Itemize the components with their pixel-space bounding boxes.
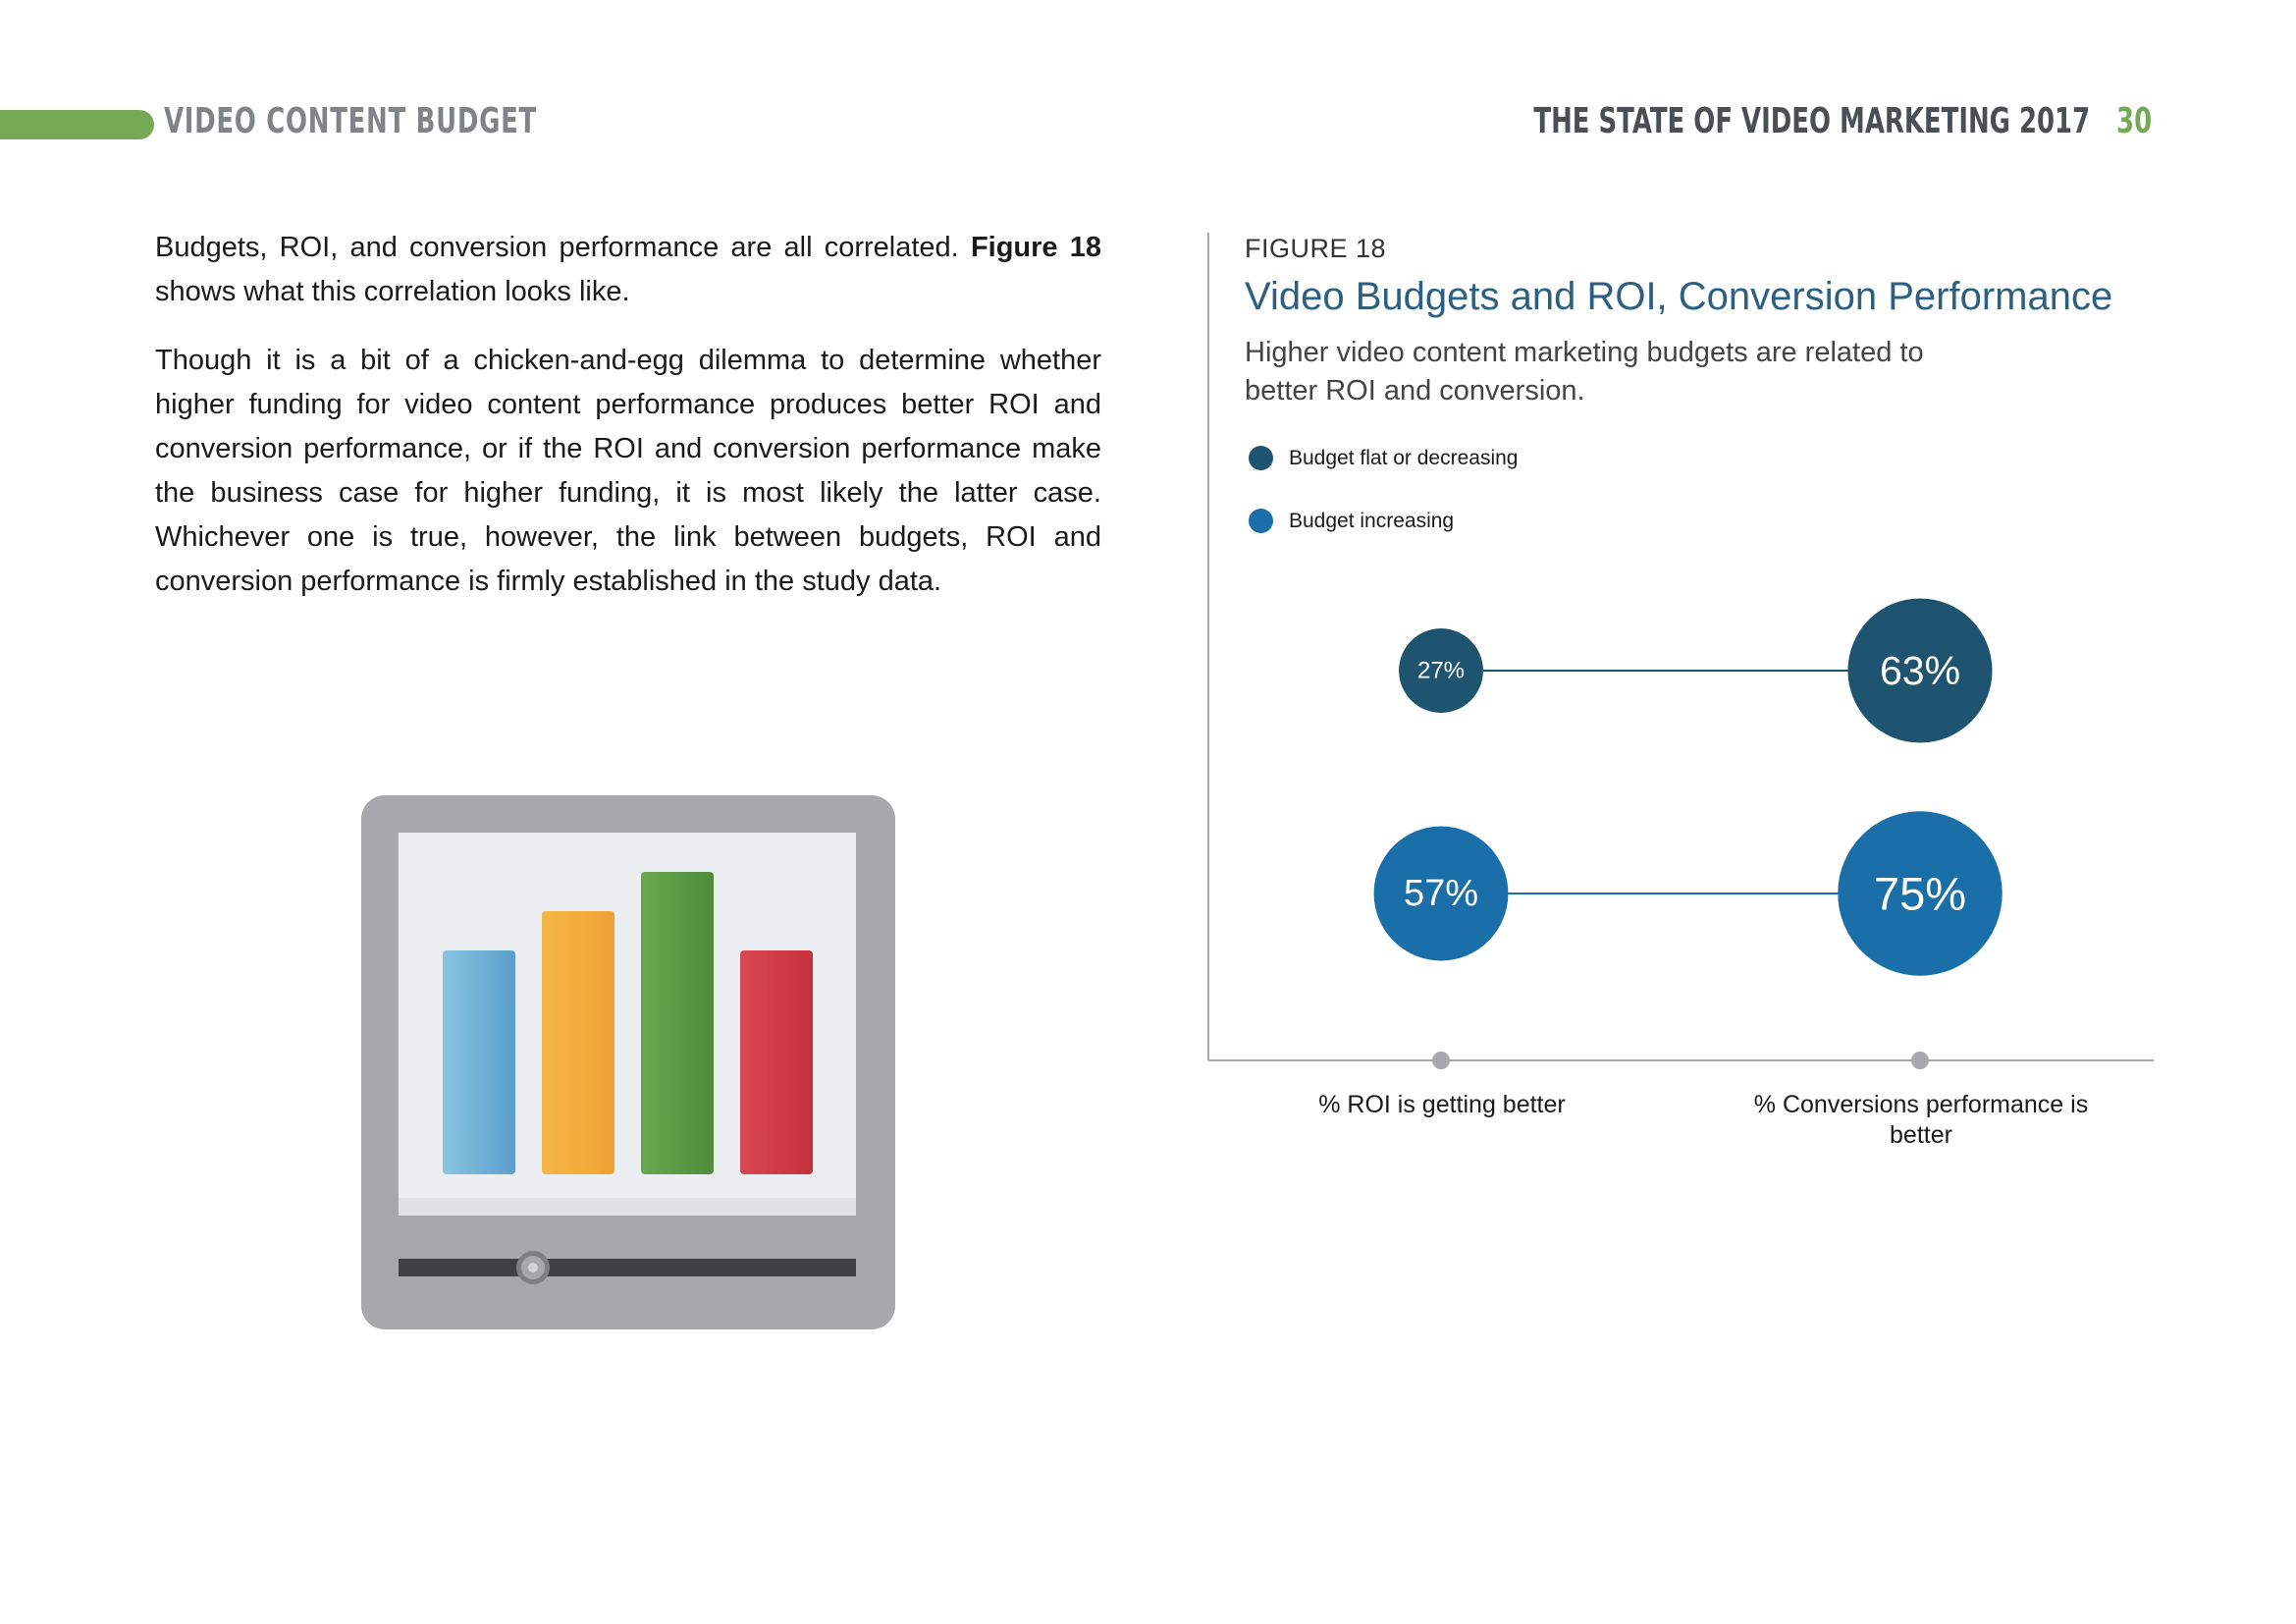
x-label-roi: % ROI is getting better	[1318, 1091, 1566, 1118]
legend-label-flat: Budget flat or decreasing	[1289, 446, 1519, 469]
x-label-conversions: % Conversions performance is better	[1753, 1091, 2089, 1149]
figure-reference: Figure 18	[970, 232, 1101, 263]
intro-text-a: Budgets, ROI, and conversion performance are all correlated.	[155, 232, 971, 263]
bubble-label-2-1: 57%	[1403, 873, 1479, 914]
intro-text-b: shows what this correlation looks like.	[155, 276, 630, 307]
figure-subtitle: Higher video content marketing budgets are related to better ROI and conversion.	[1245, 337, 1924, 406]
report-title: THE STATE OF VIDEO MARKETING 2017	[1533, 101, 2090, 141]
x-tick-2	[1911, 1052, 1929, 1069]
figure-label: FIGURE 18	[1245, 234, 1387, 263]
body-paragraph: Though it is a bit of a chicken-and-egg dilemma to determine whether higher funding for video content performance produces better ROI and conversion performance, or if the ROI and conversion performance make the business case for higher funding, it is most likely the latter case. Whichever one is true, however, the link between budgets, ROI and conversion performance is firmly established in the study data.	[155, 345, 1101, 597]
bubble-label-1-1: 27%	[1416, 657, 1466, 684]
bubble-label-2-2: 75%	[1873, 867, 1967, 920]
figure-title: Video Budgets and ROI, Conversion Performance	[1245, 275, 2113, 318]
section-title: VIDEO CONTENT BUDGET	[164, 101, 537, 141]
legend-label-increasing: Budget increasing	[1289, 509, 1455, 532]
x-tick-1	[1432, 1052, 1450, 1069]
bubble-label-1-2: 63%	[1879, 648, 1961, 693]
page-number: 30	[2115, 101, 2152, 141]
